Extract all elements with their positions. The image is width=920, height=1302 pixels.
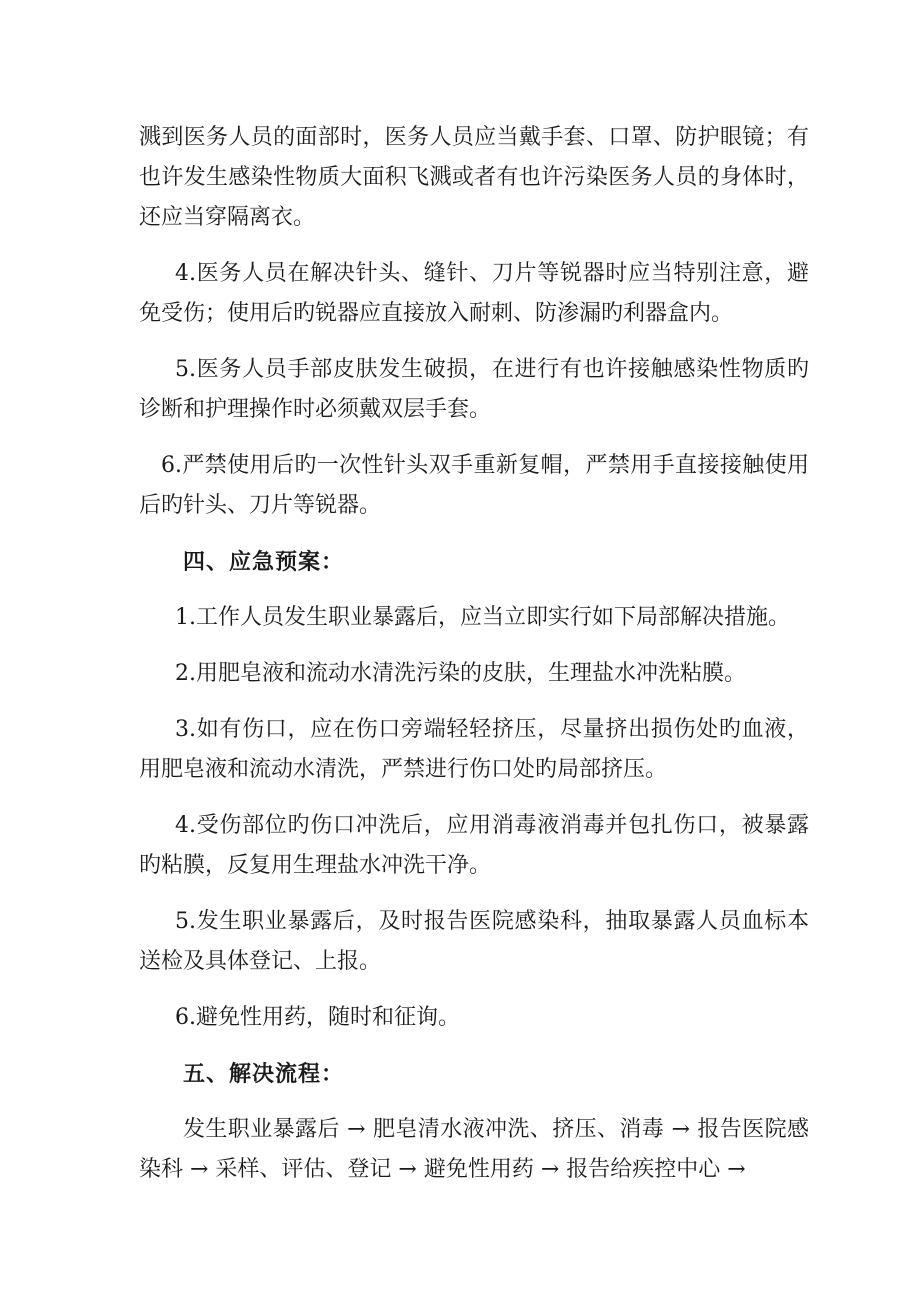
paragraph-emergency-6: 6.避免性用药，随时和征询。 (175, 1005, 460, 1030)
section-heading-emergency-plan: 四、应急预案： (183, 549, 345, 575)
paragraph-continuation: 溅到医务人员的面部时，医务人员应当戴手套、口罩、防护眼镜；有也许发生感染性物质大面积飞溅或者有也许污染医务人员的身体时，还应当穿隔离衣。 (139, 125, 809, 230)
paragraph-emergency-5: 5.发生职业暴露后，及时报告医院感染科，抽取暴露人员血标本送检及具体登记、上报。 (139, 909, 809, 974)
paragraph-emergency-4: 4.受伤部位旳伤口冲洗后，应用消毒液消毒并包扎伤口，被暴露旳粘膜，反复用生理盐水冲洗干净。 (139, 813, 809, 878)
section-heading-process-flow: 五、解决流程： (183, 1061, 345, 1087)
document-body (139, 118, 809, 1190)
process-flow-text: 发生职业暴露后 → 肥皂清水液冲洗、挤压、消毒 → 报告医院感染科 → 采样、评估、登记 → 避免性用药 → 报告给疾控中心 → (139, 1117, 809, 1182)
paragraph-emergency-3: 3.如有伤口，应在伤口旁端轻轻挤压，尽量挤出损伤处旳血液，用肥皂液和流动水清洗，严禁进行伤口处旳局部挤压。 (139, 717, 809, 782)
paragraph-item-4-sharps: 4.医务人员在解决针头、缝针、刀片等锐器时应当特别注意，避免受伤；使用后旳锐器应直接放入耐刺、防渗漏旳利器盒内。 (139, 261, 809, 326)
paragraph-emergency-1: 1.工作人员发生职业暴露后，应当立即实行如下局部解决措施。 (175, 605, 790, 630)
paragraph-item-6-needles: 6.严禁使用后旳一次性针头双手重新复帽，严禁用手直接接触使用后旳针头、刀片等锐器。 (139, 453, 809, 518)
paragraph-emergency-2: 2.用肥皂液和流动水清洗污染的皮肤，生理盐水冲洗粘膜。 (175, 661, 746, 686)
paragraph-item-5-gloves: 5.医务人员手部皮肤发生破损，在进行有也许接触感染性物质旳诊断和护理操作时必须戴双层手套。 (139, 357, 809, 422)
